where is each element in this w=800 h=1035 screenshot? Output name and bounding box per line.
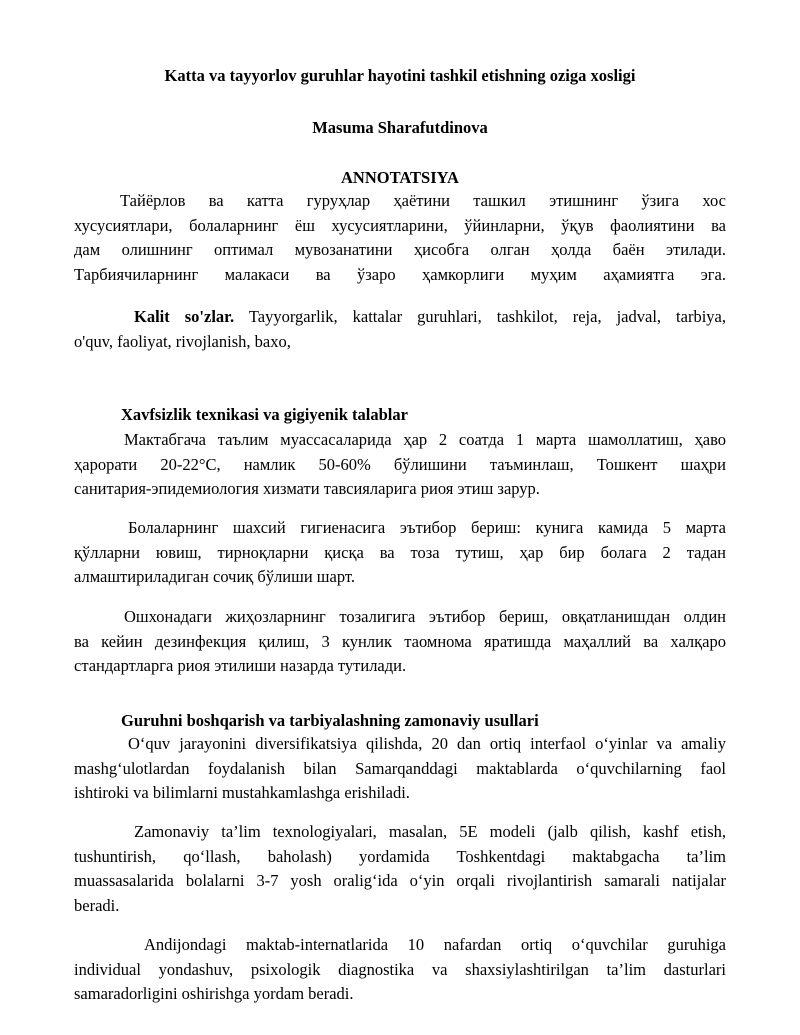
- safety-paragraph-1: [74, 428, 726, 502]
- paragraph-line: tushuntirish, qo‘llash, baholash) yordamida Toshkentdagi maktabgacha ta’lim: [74, 846, 726, 866]
- methods-paragraph-3: [74, 933, 726, 1007]
- paragraph-line: samaradorligini oshirishga yordam beradi.: [74, 984, 354, 1003]
- keywords-label: Kalit so'zlar.: [134, 307, 235, 326]
- section-heading-safety: Xavfsizlik texnikasi va gigiyenik talablar: [121, 405, 408, 424]
- methods-paragraph-1: [74, 732, 726, 806]
- keywords-list-1: Tayyorgarlik, kattalar guruhlari, tashkilot, reja, jadval, tarbiya,: [248, 307, 726, 326]
- paragraph-line: Мактабгача таълим муассасаларида ҳар 2 соатда 1 марта шамоллатиш, ҳаво: [124, 430, 726, 449]
- methods-paragraph-2: [74, 820, 726, 918]
- keywords-line: [74, 305, 726, 330]
- document-title: Katta va tayyorlov guruhlar hayotini tashkil etishning oziga xosligi: [164, 66, 636, 85]
- paragraph-line: Ошхонадаги жиҳозларнинг тозалигига эътибор бериш, овқатланишдан олдин: [124, 607, 726, 626]
- paragraph-line: ishtiroki va bilimlarni mustahkamlashga erishiladi.: [74, 783, 410, 802]
- paragraph-line: beradi.: [74, 895, 120, 915]
- paragraph-line: Zamonaviy ta’lim texnologiyalari, masalan, 5E modeli (jalb qilish, kashf etish,: [134, 822, 726, 841]
- paragraph-line: individual yondashuv, psixologik diagnostika va shaxsiylashtirilgan ta’lim dasturlari: [74, 959, 726, 979]
- annotation-heading: ANNOTATSIYA: [341, 168, 459, 187]
- annotation-line: Тарбиячиларнинг малакаси ва ўзаро ҳамкорлиги муҳим аҳамиятга эга.: [74, 264, 726, 284]
- paragraph-line: алмаштириладиган сочиқ бўлиши шарт.: [74, 567, 355, 586]
- paragraph-line: стандартларга риоя этилиши назарда тутилади.: [74, 656, 407, 675]
- section-heading-methods: Guruhni boshqarish va tarbiyalashning zamonaviy usullari: [121, 711, 539, 730]
- safety-paragraph-2: [74, 516, 726, 590]
- paragraph-line: Болаларнинг шахсий гигиенасига эътибор бериш: кунига камида 5 марта: [128, 518, 726, 537]
- paragraph-line: ҳарорати 20-22°С, намлик 50-60% бўлишини таъминлаш, Тошкент шаҳри: [74, 454, 726, 474]
- paragraph-line: muassasalarida bolalarni 3-7 yosh oralig‘ida o‘yin orqali rivojlantirish samarali natijalar: [74, 871, 726, 890]
- safety-paragraph-3: [74, 605, 726, 679]
- paragraph-line: Andijondagi maktab-internatlarida 10 nafardan ortiq o‘quvchilar guruhiga: [144, 935, 726, 954]
- annotation-line: Тайёрлов ва катта гуруҳлар ҳаётини ташкил этишнинг ўзига хос: [120, 191, 726, 210]
- paragraph-line: ва кейин дезинфекция қилиш, 3 кунлик таомнома яратишда маҳаллий ва халқаро: [74, 631, 726, 651]
- annotation-line: дам олишнинг оптимал мувозанатини ҳисобга олган ҳолда баён этилади.: [74, 240, 726, 259]
- paragraph-line: санитария-эпидемиология хизмати тавсияларига риоя этиш зарур.: [74, 479, 540, 498]
- annotation-line: хусусиятлари, болаларнинг ёш хусусиятларини, ўйинларни, ўқув фаолиятини ва: [74, 215, 726, 235]
- author-name: Masuma Sharafutdinova: [312, 118, 488, 137]
- paragraph-line: қўлларни ювиш, тирноқларни қисқа ва тоза тутиш, ҳар бир болага 2 тадан: [74, 542, 726, 562]
- annotation-paragraph: [74, 189, 726, 287]
- paragraph-line: mashg‘ulotlardan foydalanish bilan Samarqanddagi maktablarda o‘quvchilarning faol: [74, 758, 726, 778]
- keywords-paragraph: [74, 305, 726, 354]
- keywords-list-2: o'quv, faoliyat, rivojlanish, baxo,: [74, 331, 291, 351]
- paragraph-line: O‘quv jarayonini diversifikatsiya qilishda, 20 dan ortiq interfaol o‘yinlar va amaliy: [128, 734, 726, 753]
